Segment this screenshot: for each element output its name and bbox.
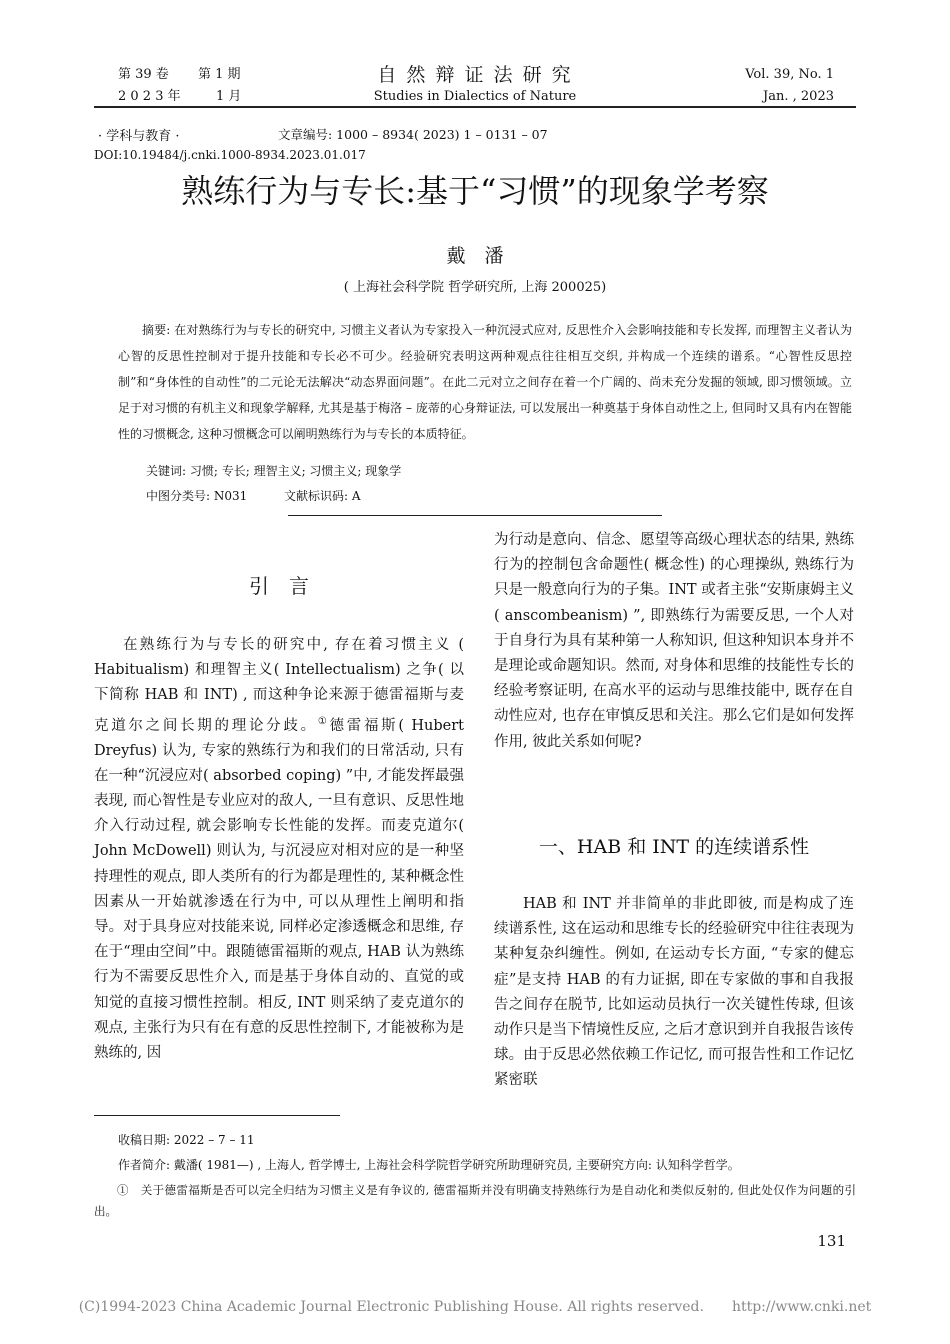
article-number: 文章编号: 1000 – 8934( 2023) 1 – 0131 – 07 <box>278 127 548 142</box>
header-rule <box>94 106 856 108</box>
clc-number: 中图分类号: N031 <box>146 489 248 503</box>
journal-title-cn: 自 然 辩 证 法 研 究 <box>377 64 573 86</box>
footnote-marker: ① <box>317 715 330 727</box>
header-year: 2 0 2 3 年 <box>118 89 181 104</box>
intro-heading: 引 言 <box>249 574 309 598</box>
keywords: 关键词: 习惯; 专长; 理智主义; 习惯主义; 现象学 <box>146 464 402 478</box>
author-affiliation: ( 上海社会科学院 哲学研究所, 上海 200025) <box>343 280 607 295</box>
footnote: ① 关于德雷福斯是否可以完全归结为习惯主义是有争议的, 德雷福斯并没有明确支持熟练行为是自动化和类似反射的, 但此处仅作为问题的引出。 <box>94 1183 856 1218</box>
doi: DOI:10.19484/j.cnki.1000-8934.2023.01.017 <box>94 148 366 162</box>
journal-title-en: Studies in Dialectics of Nature <box>373 89 577 104</box>
section-heading: 一、HAB 和 INT 的连续谱系性 <box>538 836 810 858</box>
right-column-text <box>494 528 854 755</box>
article-title: 熟练行为与专长:基于“习惯”的现象学考察 <box>181 172 769 210</box>
copyright-line: (C)1994-2023 China Academic Journal Electronic Publishing House. All rights reserved. http://www.cnki.net <box>78 1299 872 1315</box>
header-volume: 第 39 卷 <box>118 67 169 82</box>
page-number: 131 <box>817 1232 846 1250</box>
header-volume-en: Vol. 39, No. 1 <box>745 67 834 82</box>
right-paragraph-2: HAB 和 INT 并非简单的非此即彼, 而是构成了连续谱系性, 这在运动和思维专长的经验研究中往往表现为某种复杂纠缠性。例如, 在运动专长方面, “专家的健忘症”是支持 HAB 的有力证据, 即在专家做的事和自我报告之间存在脱节, 比如运动员执行一次关键性传球, 但该动作只是当下情境性反应, 之后才意识到并自我报告该传球。由于反思必然依赖工作记忆, 而可报告性和工作记忆紧密联 <box>494 896 854 1089</box>
section-text <box>494 892 854 1094</box>
footnote-rule <box>94 1115 340 1116</box>
intro-body <box>94 633 464 1066</box>
column-label: · 学科与教育 · <box>98 129 180 144</box>
abstract-divider <box>288 515 662 516</box>
header-date-en: Jan. , 2023 <box>763 89 834 104</box>
document-code: 文献标识码: A <box>284 489 361 503</box>
intro-paragraph: 在熟练行为与专长的研究中, 存在着习惯主义 ( Habitualism) 和理智主义( Intellectualism) 之争( 以下简称 HAB 和 INT) , 而这种争论来源于德雷福斯与麦克道尔之间长期的理论分歧。 <box>94 637 464 734</box>
received-date: 收稿日期: 2022 – 7 – 11 <box>118 1133 255 1147</box>
right-paragraph-1: 为行动是意向、信念、愿望等高级心理状态的结果, 熟练行为的控制包含命题性( 概念性) 的心理操纵, 熟练行为只是一般意向行为的子集。INT 或者主张“安斯康姆主义( anscombeanism) ”, 即熟练行为需要反思, 一个人对于自身行为具有某种第一人称知识, 但这种知识本身并不是理论或命题知识。然而, 对身体和思维的技能性专长的经验考察证明, 在高水平的运动与思维技能中, 既存在自动性应对, 也存在审慎反思和关注。那么它们是如何发挥作用, 彼此关系如何呢? <box>494 532 854 750</box>
intro-paragraph: 德雷福斯( Hubert Dreyfus) 认为, 专家的熟练行为和我们的日常活动, 只有在一种“沉浸应对( absorbed coping) ”中, 才能发挥最强表现, 而心智性是专业应对的敌人, 一旦有意识、反思性地介入行动过程, 就会影响专长性能的发挥。而麦克道尔( John McDowell) 则认为, 与沉浸应对相对应的是一种坚持理性的观点, 即人类所有的行为都是理性的, 某种概念性因素从一开始就渗透在行为中, 可以从理性上阐明和指导。对于具身应对技能来说, 同样必定渗透概念和思维, 存在于“理由空间”中。跟随德雷福斯的观点, HAB 认为熟练行为不需要反思性介入, 而是基于身体自动的、直觉的或知觉的直接习惯性控制。相反, INT 则采纳了麦克道尔的观点, 主张行为只有在有意的反思性控制下, 才能被称为是熟练的, 因 <box>94 717 464 1062</box>
author-bio: 作者简介: 戴潘( 1981—) , 上海人, 哲学博士, 上海社会科学院哲学研究所助理研究员, 主要研究方向: 认知科学哲学。 <box>118 1158 740 1172</box>
header-issue: 第 1 期 <box>198 67 241 82</box>
author-name: 戴 潘 <box>446 245 504 267</box>
abstract: 摘要: 在对熟练行为与专长的研究中, 习惯主义者认为专家投入一种沉浸式应对, 反思性介入会影响技能和专长发挥, 而理智主义者认为心智的反思性控制对于提升技能和专长必不可少。经验研究表明这两种观点往往相互交织, 并构成一个连续的谱系。“心智性反思控制”和“身体性的自动性”的二元论无法解决“动态界面问题”。在此二元对立之间存在着一个广阔的、尚未充分发掘的领域, 即习惯领域。立足于对习惯的有机主义和现象学解释, 尤其是基于梅洛 – 庞蒂的心身辩证法, 可以发展出一种奠基于身体自动性之上, 但同时又具有内在智能性的习惯概念, 这种习惯概念可以阐明熟练行为与专长的本质特征。 <box>118 323 852 441</box>
header-month: 1 月 <box>216 89 242 104</box>
